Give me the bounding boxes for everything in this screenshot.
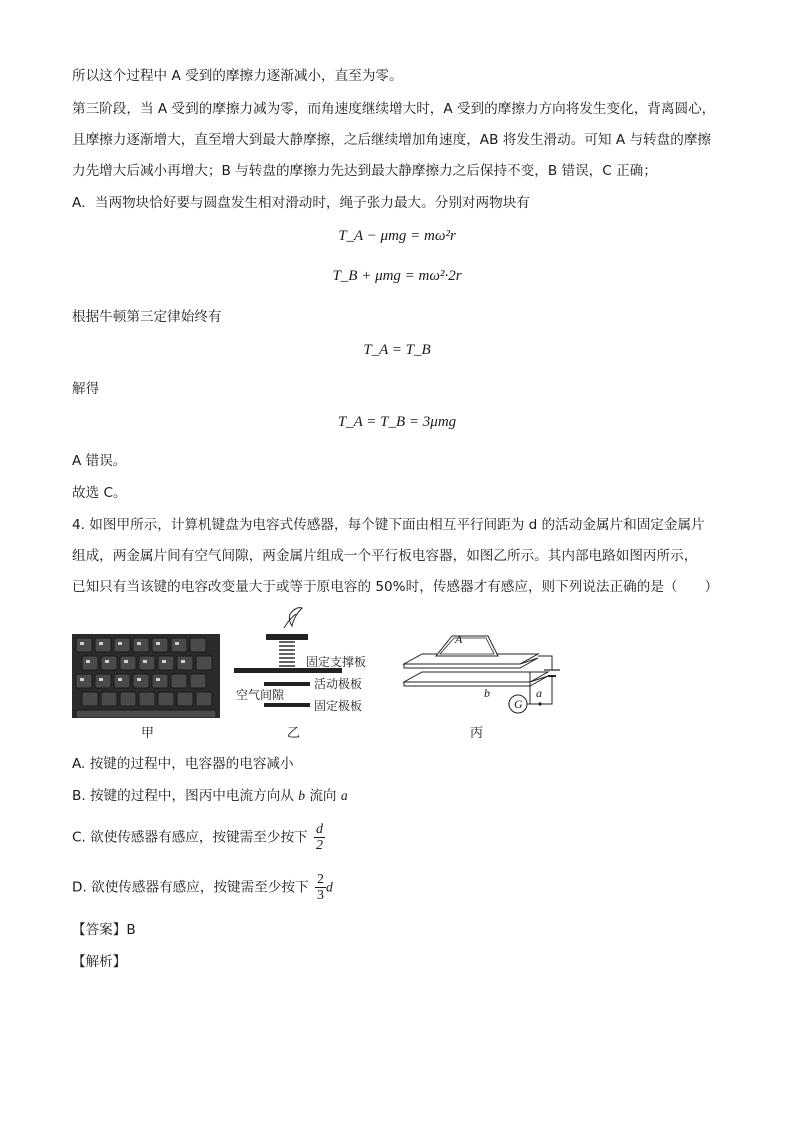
option-b-to: a [340, 788, 348, 803]
formula-1-text: T_A − μmg = mω²r [338, 228, 456, 244]
figure-caption-yi: 乙 [287, 726, 301, 741]
analysis-label: 【解析】 [72, 954, 127, 970]
label-key-A: A [455, 632, 463, 646]
label-fixed-plate: 固定极板 [314, 699, 363, 713]
label-support-plate: 固定支撑板 [306, 655, 367, 669]
option-c-numerator: d [315, 822, 323, 837]
figure-caption-bing: 丙 [470, 726, 484, 741]
option-a: A. 按键的过程中，电容器的电容减小 [72, 756, 294, 772]
formula-4 [0, 414, 794, 431]
paragraph: A．当两物块恰好要与圆盘发生相对滑动时，绳子张力最大。分别对两物块有 [72, 195, 530, 211]
formula-4-text: T_A = T_B = 3μmg [337, 414, 457, 430]
paragraph: 所以这个过程中 A 受到的摩擦力逐渐减小，直至为零。 [72, 68, 403, 84]
option-d-denominator: 3 [316, 888, 324, 903]
formula-1 [0, 228, 794, 245]
formula-3 [0, 342, 794, 359]
label-galvanometer-G: G [514, 697, 523, 711]
option-b-mid: 流向 [305, 788, 341, 804]
circuit-diagram [400, 620, 580, 718]
paragraph: 根据牛顿第三定律始终有 [72, 309, 222, 325]
paragraph: 解得 [72, 381, 100, 397]
paragraph: 力先增大后减小再增大；B 与转盘的摩擦力先达到最大静摩擦力之后保持不变，B 错误，C 正确； [72, 163, 657, 179]
option-d-numerator: 2 [316, 872, 324, 887]
paragraph: 第三阶段，当 A 受到的摩擦力减为零，而角速度继续增大时，A 受到的摩擦力方向将发生变化，背离圆心， [72, 101, 716, 117]
label-moving-plate: 活动极板 [314, 677, 363, 691]
figure-caption-jia: 甲 [141, 726, 155, 741]
option-c-denominator: 2 [315, 838, 323, 853]
option-b [72, 786, 348, 806]
question-line: 已知只有当该键的电容改变量大于或等于原电容的 50%时，传感器才有感应，则下列说法正确的是（ ） [72, 579, 719, 595]
option-d-fraction [315, 872, 326, 903]
option-d-text: D. 欲使传感器有感应，按键需至少按下 [72, 879, 313, 896]
option-d-suffix: d [325, 879, 333, 895]
formula-2 [0, 268, 794, 285]
keyboard-photo [72, 634, 220, 718]
paragraph: 且摩擦力逐渐增大，直至增大到最大静摩擦，之后继续增加角速度，AB 将发生滑动。可知 A 与转盘的摩擦 [72, 132, 712, 148]
option-b-from: b [298, 788, 305, 803]
option-d [72, 872, 333, 903]
paragraph: 故选 C。 [72, 485, 127, 501]
formula-3-text: T_A = T_B [363, 342, 431, 358]
answer-label: 【答案】 [72, 922, 127, 938]
answer-value: B [126, 922, 136, 938]
formula-2-text: T_B + μmg = mω²·2r [332, 268, 462, 284]
question-line: 4. 如图甲所示，计算机键盘为电容式传感器，每个键下面由相互平行间距为 d 的活动金属片和固定金属片 [72, 517, 705, 533]
option-c-fraction [314, 822, 325, 853]
label-point-a: a [536, 686, 542, 700]
answer-line [72, 920, 136, 940]
paragraph: A 错误。 [72, 453, 127, 469]
option-b-text: B. 按键的过程中，图丙中电流方向从 [72, 788, 299, 804]
label-point-b: b [484, 686, 490, 700]
option-c [72, 822, 325, 853]
question-line: 组成，两金属片间有空气间隙，两金属片组成一个平行板电容器，如图乙所示。其内部电路如图丙所示， [72, 548, 698, 564]
label-air-gap: 空气间隙 [236, 688, 285, 702]
option-c-text: C. 欲使传感器有感应，按键需至少按下 [72, 829, 312, 846]
